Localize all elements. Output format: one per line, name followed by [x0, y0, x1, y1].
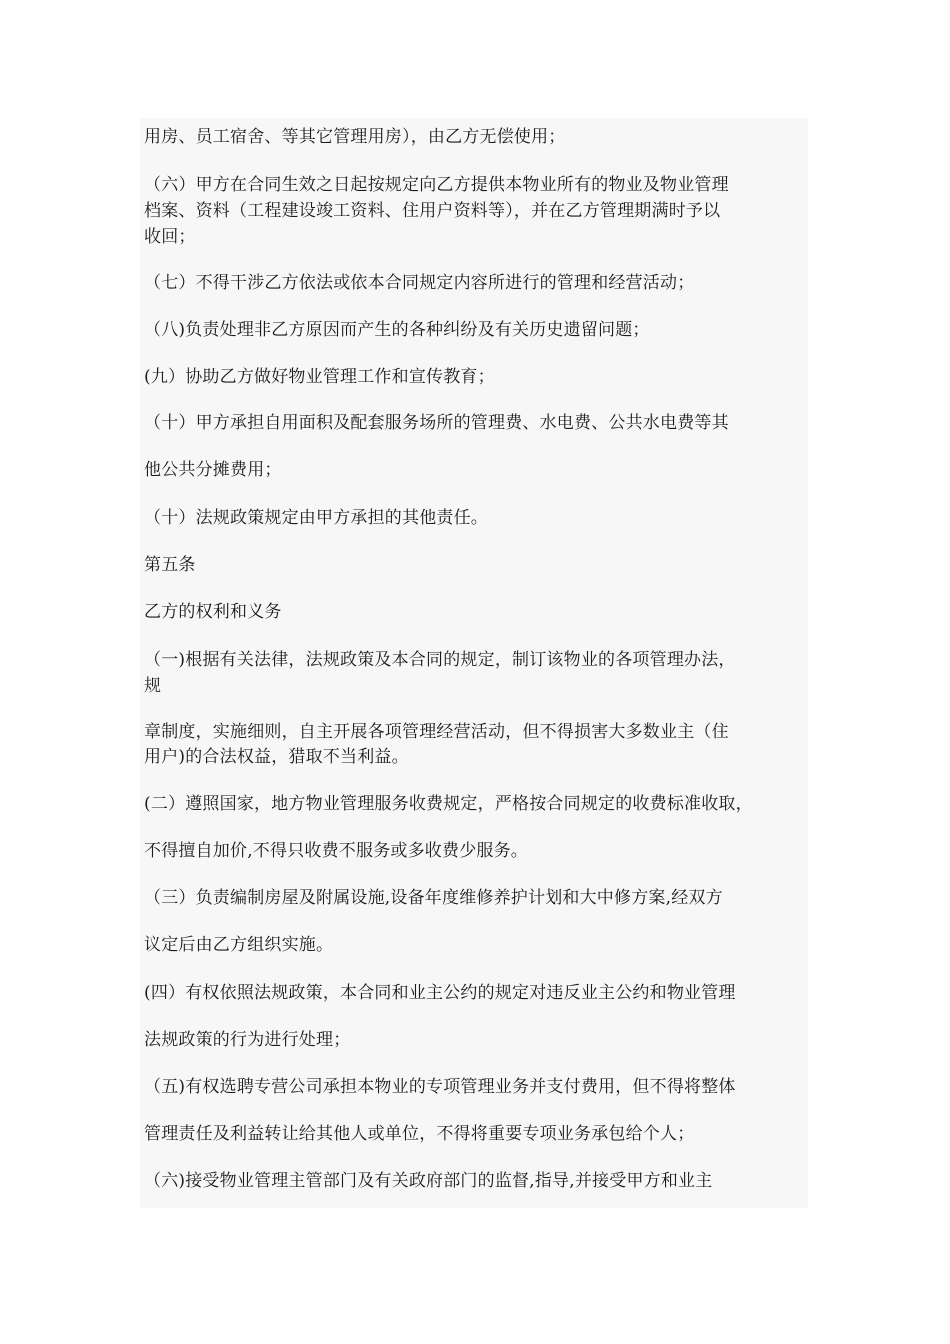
text-line: 议定后由乙方组织实施。: [144, 935, 334, 955]
text-line: 不得擅自加价,不得只收费不服务或多收费少服务。: [144, 841, 529, 861]
text-line: 用房、员工宿舍、等其它管理用房），由乙方无偿使用；: [144, 127, 566, 147]
text-line: (九）协助乙方做好物业管理工作和宣传教育；: [144, 367, 495, 387]
text-line: 档案、资料（工程建设竣工资料、住用户资料等），并在乙方管理期满时予以: [144, 201, 721, 221]
text-line: （八)负责处理非乙方原因而产生的各种纠纷及有关历史遗留问题；: [144, 320, 650, 340]
text-line: （十）法规政策规定由甲方承担的其他责任。: [144, 508, 488, 528]
text-line: 法规政策的行为进行处理；: [144, 1030, 351, 1050]
text-line: (二）遵照国家，地方物业管理服务收费规定，严格按合同规定的收费标准收取，: [144, 794, 753, 814]
text-line: 他公共分摊费用；: [144, 460, 282, 480]
text-line: (四）有权依照法规政策，本合同和业主公约的规定对违反业主公约和物业管理: [144, 983, 736, 1003]
text-line: （六)接受物业管理主管部门及有关政府部门的监督,指导,并接受甲方和业主: [144, 1171, 713, 1191]
section-subheading: 乙方的权利和义务: [144, 602, 282, 622]
text-line: 管理责任及利益转让给其他人或单位，不得将重要专项业务承包给个人；: [144, 1124, 695, 1144]
text-line: （六）甲方在合同生效之日起按规定向乙方提供本物业所有的物业及物业管理: [144, 175, 729, 195]
text-line: 规: [144, 676, 162, 696]
text-line: （三）负责编制房屋及附属设施,设备年度维修养护计划和大中修方案,经双方: [144, 888, 723, 908]
text-line: 章制度，实施细则，自主开展各项管理经营活动，但不得损害大多数业主（住: [144, 722, 729, 742]
text-line: （一)根据有关法律，法规政策及本合同的规定，制订该物业的各项管理办法，: [144, 650, 736, 670]
text-line: 用户)的合法权益，猎取不当利益。: [144, 747, 409, 767]
text-line: （十）甲方承担自用面积及配套服务场所的管理费、水电费、公共水电费等其: [144, 413, 729, 433]
text-line: 收回；: [144, 227, 196, 247]
section-heading: 第五条: [144, 555, 196, 575]
text-line: （五)有权选聘专营公司承担本物业的专项管理业务并支付费用，但不得将整体: [144, 1077, 736, 1097]
text-line: （七）不得干涉乙方依法或依本合同规定内容所进行的管理和经营活动；: [144, 273, 695, 293]
